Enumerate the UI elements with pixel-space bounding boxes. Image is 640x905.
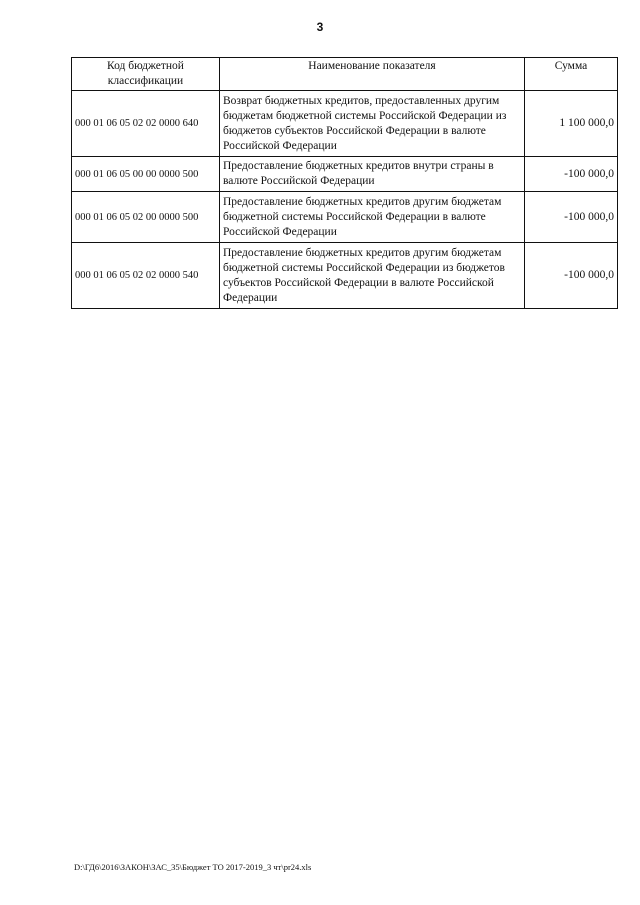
row-amount: -100 000,0 <box>525 157 618 192</box>
row-name: Возврат бюджетных кредитов, предоставленных другим бюджетам бюджетной системы Российской Федерации из бюджетов субъектов Российской Федерации в валюте Российской Федерации <box>220 91 525 157</box>
row-name: Предоставление бюджетных кредитов другим бюджетам бюджетной системы Российской Федерации из бюджетов субъектов Российской Федерации в валюте Российской Федерации <box>220 243 525 309</box>
row-name: Предоставление бюджетных кредитов внутри страны в валюте Российской Федерации <box>220 157 525 192</box>
row-amount: -100 000,0 <box>525 243 618 309</box>
page-number: 3 <box>316 20 324 34</box>
budget-table <box>71 57 618 309</box>
header-amount: Сумма <box>525 58 618 91</box>
table-header-row <box>72 58 618 91</box>
header-name: Наименование показателя <box>220 58 525 91</box>
footer-file-path: D:\ГД6\2016\ЗАКОН\ЗАС_35\Бюджет ТО 2017-2019_3 чт\pr24.xls <box>74 862 312 872</box>
row-amount: 1 100 000,0 <box>525 91 618 157</box>
row-code: 000 01 06 05 02 02 0000 640 <box>72 91 220 157</box>
row-amount: -100 000,0 <box>525 192 618 243</box>
header-code: Код бюджетной классификации <box>72 58 220 91</box>
table-row <box>72 157 618 192</box>
row-name: Предоставление бюджетных кредитов другим бюджетам бюджетной системы Российской Федерации в валюте Российской Федерации <box>220 192 525 243</box>
row-code: 000 01 06 05 02 00 0000 500 <box>72 192 220 243</box>
table-row <box>72 243 618 309</box>
row-code: 000 01 06 05 00 00 0000 500 <box>72 157 220 192</box>
table-row <box>72 91 618 157</box>
row-code: 000 01 06 05 02 02 0000 540 <box>72 243 220 309</box>
table-row <box>72 192 618 243</box>
